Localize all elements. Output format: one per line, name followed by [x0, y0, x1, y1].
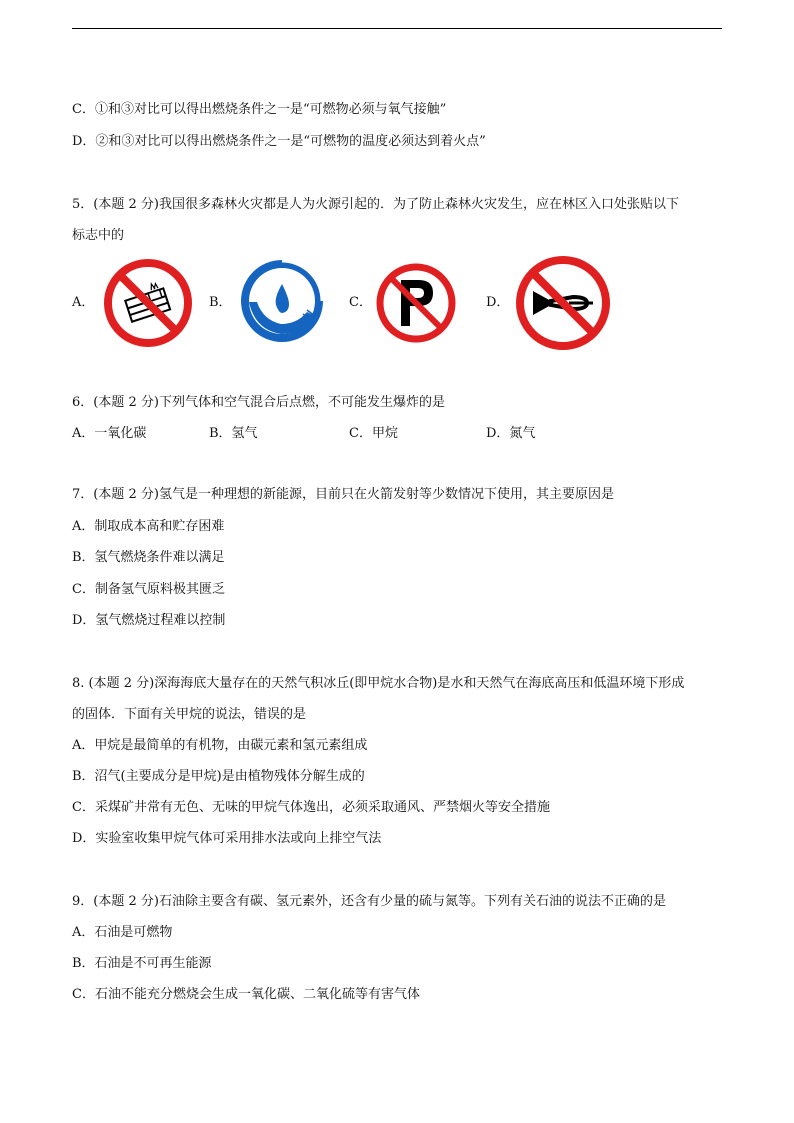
q6-option-b: B．氢气	[209, 426, 258, 441]
q7-option-a: A．制取成本高和贮存困难	[72, 519, 225, 534]
q7-stem: 7．(本题 2 分)氢气是一种理想的新能源，目前只在火箭发射等少数情况下使用，其主要原因是	[72, 487, 614, 502]
q6-stem: 6．(本题 2 分)下列气体和空气混合后点燃，不可能发生爆炸的是	[72, 395, 445, 410]
q9-option-a: A．石油是可燃物	[72, 925, 173, 940]
q7-option-d: D．氢气燃烧过程难以控制	[72, 613, 226, 628]
q5-label-a: A．	[72, 295, 95, 310]
q9-stem: 9．(本题 2 分)石油除主要含有碳、氢元素外，还含有少量的硫与氮等。下列有关石油的说法不正确的是	[72, 894, 666, 909]
q8-option-b: B．沼气(主要成分是甲烷)是由植物残体分解生成的	[72, 769, 365, 784]
q5-stem-line2: 标志中的	[72, 228, 125, 243]
no-honking-icon	[513, 253, 613, 353]
q6-option-c: C．甲烷	[349, 426, 398, 441]
q7-option-b: B．氢气燃烧条件难以满足	[72, 550, 225, 565]
q6-option-d: D．氮气	[486, 426, 536, 441]
header-rule	[72, 28, 722, 29]
no-matches-icon	[101, 256, 195, 350]
q4-option-c: C．①和③对比可以得出燃烧条件之一是“可燃物必须与氧气接触”	[72, 102, 447, 117]
q4-option-d: D．②和③对比可以得出燃烧条件之一是“可燃物的温度必须达到着火点”	[72, 134, 486, 149]
q7-option-c: C．制备氢气原料极其匮乏	[72, 582, 225, 597]
q9-option-c: C．石油不能充分燃烧会生成一氧化碳、二氧化硫等有害气体	[72, 987, 420, 1002]
q8-stem-line1: 8. (本题 2 分)深海海底大量存在的天然气积冰丘(即甲烷水合物)是水和天然气在海底高压和低温环境下形成	[72, 676, 685, 691]
q8-option-d: D．实验室收集甲烷气体可采用排水法或向上排空气法	[72, 831, 382, 846]
q8-stem-line2: 的固体．下面有关甲烷的说法，错误的是	[72, 707, 307, 722]
q8-option-c: C．采煤矿井常有无色、无味的甲烷气体逸出，必须采取通风、严禁烟火等安全措施	[72, 800, 550, 815]
q9-option-b: B．石油是不可再生能源	[72, 956, 212, 971]
q6-option-a: A．一氧化碳	[72, 426, 147, 441]
q5-label-b: B．	[209, 295, 232, 310]
q8-option-a: A．甲烷是最简单的有机物，由碳元素和氢元素组成	[72, 738, 368, 753]
save-water-icon	[237, 256, 327, 346]
no-parking-icon	[375, 262, 457, 344]
q5-stem-line1: 5．(本题 2 分)我国很多森林火灾都是人为火源引起的．为了防止森林火灾发生，应在林区入口处张贴以下	[72, 197, 679, 212]
q5-label-c: C．	[349, 295, 372, 310]
q5-label-d: D．	[486, 295, 510, 310]
